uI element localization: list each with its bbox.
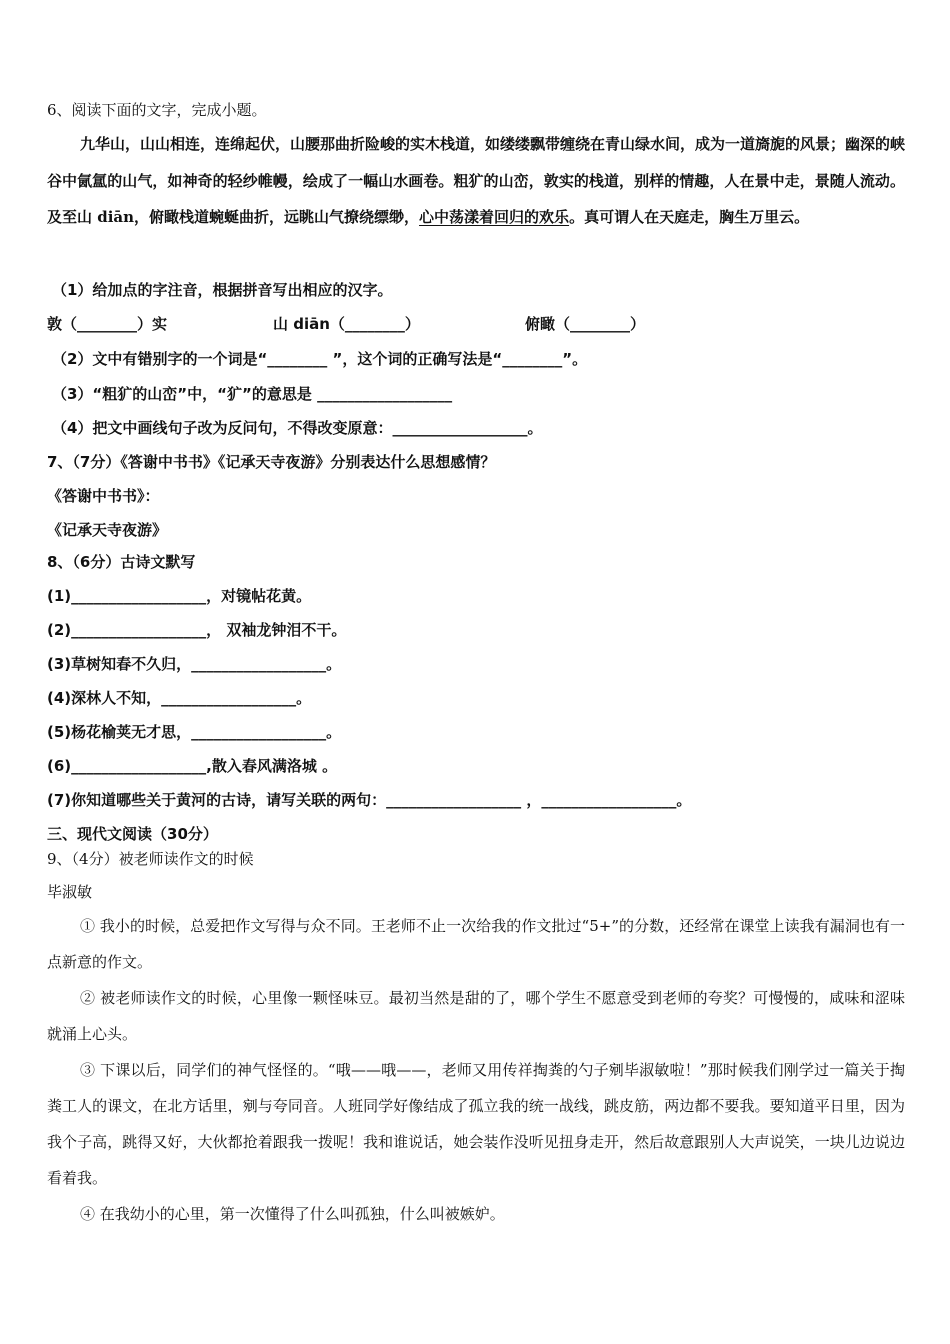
q7-line-2: 《记承天寺夜游》: [47, 521, 168, 539]
article-paragraph-4: ④ 在我幼小的心里，第一次懂得了什么叫孤独，什么叫被嫉妒。: [80, 1205, 505, 1223]
q6-fill-3: 俯瞰（________）: [525, 315, 646, 333]
q7-line-1: 《答谢中书书》：: [47, 487, 160, 505]
q8-item: (2)__________________， 双袖龙钟泪不干。: [47, 621, 347, 639]
q6-fill-1: 敦（________）实: [47, 315, 168, 333]
q8-item: (4)深林人不知，__________________。: [47, 689, 312, 707]
article-author: 毕淑敏: [47, 883, 93, 901]
q7-heading: 7、（7分）《答谢中书书》《记承天寺夜游》分别表达什么思想感情？: [47, 453, 496, 471]
q8-item: (5)杨花榆荚无才思，__________________。: [47, 723, 342, 741]
q8-item: (3)草树知春不久归，__________________。: [47, 655, 342, 673]
q8-item: (1)__________________，对镜帖花黄。: [47, 587, 312, 605]
underlined-sentence: 心中荡漾着回归的欢乐: [419, 208, 570, 226]
article-paragraph-2: ② 被老师读作文的时候，心里像一颗怪味豆。最初当然是甜的了，哪个学生不愿意受到老师的夸奖？可慢慢的，咸味和涩味就涌上心头。: [47, 989, 905, 1043]
passage-text-a: 九华山，山山相连，连绵起伏，山腰那曲折险峻的实木栈道，如缕缕飘带缠绕在青山绿水间，成为一道旖旎的风景；幽深的峡谷中氤氲的山气，如神奇的轻纱帷幔，绘成了一幅山水画卷。粗犷的山峦，敦实的栈道，别样的情趣，人在景中走，景随人流动。及至山 diān，俯瞰栈道蜿蜒曲折，远眺山气撩绕缥缈，: [47, 135, 906, 226]
q8-item: (7)你知道哪些关于黄河的古诗，请写关联的两句：__________________ ，__________________。: [47, 791, 692, 809]
q6-heading: 6、阅读下面的文字，完成小题。: [47, 101, 267, 119]
q8-heading: 8、（6分）古诗文默写: [47, 553, 196, 571]
article-paragraph-1: ① 我小的时候，总爱把作文写得与众不同。王老师不止一次给我的作文批过“5+”的分数，还经常在课堂上读我有漏洞也有一点新意的作文。: [47, 917, 905, 971]
q6-sub2: （2）文中有错别字的一个词是“________ ”，这个词的正确写法是“________”。: [52, 350, 588, 368]
article-paragraph-3: ③ 下课以后，同学们的神气怪怪的。“哦——哦——，老师又用传祥掏粪的勺子剜毕淑敏啦！”那时候我们刚学过一篇关于掏粪工人的课文，在北方话里，剜与夸同音。人班同学好像结成了孤立我的统一战线，跳皮筋，两边都不要我。要知道平日里，因为我个子高，跳得又好，大伙都抢着跟我一拨呢！我和谁说话，她会装作没听见扭身走开，然后故意跟别人大声说笑，一块儿边说边看着我。: [47, 1061, 905, 1187]
q6-sub4: （4）把文中画线句子改为反问句，不得改变原意：__________________。: [52, 419, 543, 437]
q9-heading: 9、（4分）被老师读作文的时候: [47, 850, 254, 868]
q6-passage: [47, 126, 905, 236]
q6-sub3: （3）“粗犷的山峦”中，“犷”的意思是 __________________: [52, 385, 453, 403]
q6-fill-2: 山 diān（________）: [273, 315, 420, 333]
section-3-title: 三、现代文阅读（30分）: [47, 825, 218, 843]
q8-item: (6)__________________,散入春风满洛城 。: [47, 757, 338, 775]
q6-sub1: （1）给加点的字注音，根据拼音写出相应的汉字。: [52, 281, 393, 299]
passage-text-b: 。真可谓人在天庭走，胸生万里云。: [569, 208, 810, 226]
